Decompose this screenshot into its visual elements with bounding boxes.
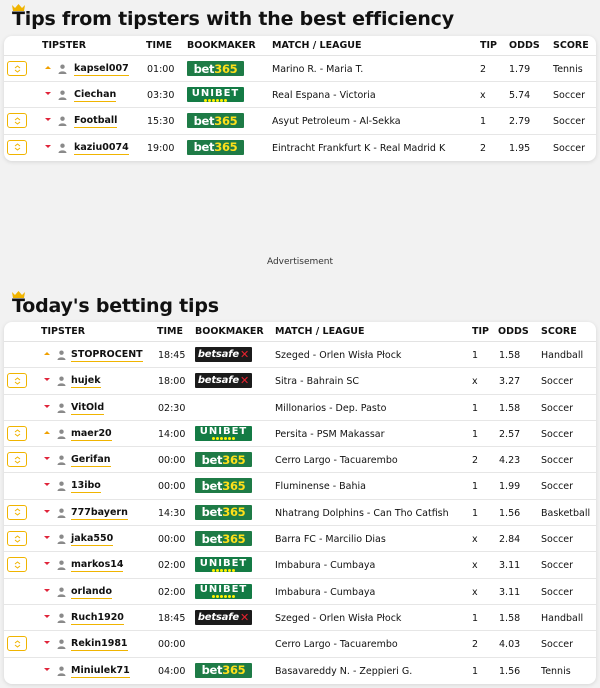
odds-cell: 1.58 [499,402,521,414]
col-match: MATCH / LEAGUE [275,326,365,337]
odds-cell: 2.57 [499,428,521,440]
user-icon [57,350,66,360]
tip-cell: 2 [472,455,479,467]
odds-cell: 1.56 [499,665,521,677]
tip-cell: 1 [472,402,479,414]
trend-down-icon [45,145,51,148]
score-cell: Soccer [541,481,574,493]
col-tip: TIP [480,40,497,51]
favorite-star-button[interactable] [7,61,27,76]
tip-cell: 1 [472,481,479,493]
tip-cell: 1 [472,428,479,440]
time-cell: 02:00 [158,560,186,572]
match-cell: Persita - PSM Makassar [275,428,385,440]
time-cell: 00:00 [158,639,186,651]
match-cell: Marino R. - Maria T. [272,64,364,75]
score-cell: Soccer [541,586,574,598]
score-cell: Soccer [553,142,586,154]
col-match: MATCH / LEAGUE [272,40,362,51]
tipster-link[interactable]: Football [74,115,118,127]
col-tip: TIP [472,326,489,337]
table-row [4,605,596,631]
time-cell: 02:30 [158,402,186,414]
user-icon [58,116,67,126]
user-icon [57,613,66,623]
best-efficiency-table [4,36,596,161]
tip-cell: x [472,560,478,572]
bookmaker-logo-bet365[interactable]: bet365 [195,452,252,467]
table-row [4,108,596,134]
user-icon [57,639,66,649]
user-icon [57,587,66,597]
tipster-link[interactable]: kaziu0074 [74,141,129,153]
tip-cell: x [472,586,478,598]
bookmaker-logo-unibet[interactable]: UNIBET [187,87,244,102]
table-row [4,135,596,161]
tip-cell: 1 [472,612,479,624]
time-cell: 14:30 [158,507,186,519]
tipster-link[interactable]: Gerifan [71,454,111,466]
match-cell: Cerro Largo - Tacuarembo [275,639,398,651]
tipster-link[interactable]: 777bayern [71,506,128,518]
tipster-link[interactable]: Rekin1981 [71,638,128,650]
table-row [4,526,596,552]
tipster-link[interactable]: maer20 [71,427,112,439]
favorite-star-button[interactable] [7,505,27,520]
trend-down-icon [44,615,50,618]
favorite-star-button[interactable] [7,140,27,155]
chevron-icon [14,640,21,648]
score-cell: Tennis [553,64,583,75]
bookmaker-logo-bet365[interactable]: bet365 [187,140,244,155]
trend-down-icon [44,378,50,381]
bookmaker-logo-bet365[interactable]: bet365 [195,663,252,678]
trend-down-icon [44,562,50,565]
time-cell: 00:00 [158,481,186,493]
tip-cell: 1 [480,116,487,128]
trend-up-icon [44,352,50,355]
user-icon [58,90,67,100]
table-row [4,552,596,578]
user-icon [57,534,66,544]
favorite-star-button[interactable] [7,636,27,651]
user-icon [57,560,66,570]
user-icon [57,403,66,413]
time-cell: 14:00 [158,428,186,440]
bookmaker-logo-bet365[interactable]: bet365 [187,113,244,128]
chevron-icon [14,143,21,151]
bookmaker-logo-888sport[interactable]: 888 sport [199,638,248,650]
col-score: SCORE [553,40,589,51]
favorite-star-button[interactable] [7,373,27,388]
tipster-link[interactable]: markos14 [71,559,124,571]
section-title-best-efficiency: Tips from tipsters with the best efficiency [12,8,454,30]
table-row [4,395,596,421]
tipster-link[interactable]: orlando [71,585,112,597]
score-cell: Soccer [541,376,574,388]
trend-down-icon [44,405,50,408]
favorite-star-button[interactable] [7,452,27,467]
col-odds: ODDS [509,40,540,51]
table-row [4,82,596,108]
score-cell: Soccer [541,534,574,546]
trend-down-icon [44,536,50,539]
col-bookmaker: BOOKMAKER [187,40,256,51]
odds-cell: 3.27 [499,376,521,388]
match-cell: Basavareddy N. - Zeppieri G. [275,665,413,677]
bookmaker-logo-bet365[interactable]: bet365 [195,505,252,520]
score-cell: Soccer [541,428,574,440]
trend-down-icon [44,457,50,460]
match-cell: Eintracht Frankfurt K - Real Madrid K [272,142,446,154]
favorite-star-button[interactable] [7,426,27,441]
section-title-todays-tips: Today's betting tips [12,295,219,317]
col-tipster: TIPSTER [41,326,86,337]
time-cell: 18:45 [158,612,186,624]
match-cell: Imbabura - Cumbaya [275,586,376,598]
tipster-link[interactable]: Ciechan [74,89,117,101]
table-header [4,322,596,342]
time-cell: 00:00 [158,534,186,546]
table-body [4,342,596,684]
bookmaker-logo-bet365[interactable]: bet365 [187,61,244,76]
chevron-icon [14,456,21,464]
chevron-icon [14,561,21,569]
tipster-link[interactable]: hujek [71,375,101,387]
score-cell: Soccer [541,402,574,414]
match-cell: Millonarios - Dep. Pasto [275,402,387,414]
user-icon [58,143,67,153]
chevron-icon [14,65,21,73]
tip-cell: x [480,90,486,102]
bookmaker-logo-betsafe[interactable]: betsafe ✕ [195,347,252,362]
match-cell: Nhatrang Dolphins - Can Tho Catfish [275,507,449,519]
tipster-link[interactable]: 13ibo [71,480,101,492]
tip-cell: x [472,534,478,546]
bookmaker-logo-unibet[interactable]: UNIBET [195,584,252,599]
match-cell: Imbabura - Cumbaya [275,560,376,572]
bookmaker-logo-bet365[interactable]: bet365 [195,531,252,546]
odds-cell: 2.84 [499,534,521,546]
col-time: TIME [157,326,183,337]
bookmaker-logo-unibet[interactable]: UNIBET [195,426,252,441]
match-cell: Szeged - Orlen Wisła Płock [275,350,402,361]
table-row [4,658,596,684]
odds-cell: 1.99 [499,481,521,493]
favorite-star-button[interactable] [7,557,27,572]
table-body [4,56,596,161]
tip-cell: 1 [472,665,479,677]
trend-up-icon [44,431,50,434]
odds-cell: 3.11 [499,560,521,572]
match-cell: Fluminense - Bahia [275,481,366,493]
tipster-link[interactable]: Miniulek71 [71,664,130,676]
user-icon [57,508,66,518]
time-cell: 15:30 [147,116,175,128]
odds-cell: 5.74 [509,90,531,102]
score-cell: Soccer [541,560,574,572]
tipster-link[interactable]: kapsel007 [74,63,129,74]
tip-cell: 1 [472,507,479,519]
chevron-icon [14,429,21,437]
time-cell: 03:30 [147,90,175,102]
time-cell: 18:45 [158,350,186,361]
score-cell: Soccer [553,116,586,128]
advertisement-label: Advertisement [266,257,334,267]
table-row [4,368,596,394]
score-cell: Basketball [541,507,591,519]
trend-down-icon [44,641,50,644]
score-cell: Handball [541,350,584,361]
time-cell: 18:00 [158,376,186,388]
odds-cell: 1.95 [509,142,531,154]
time-cell: 02:00 [158,586,186,598]
trend-down-icon [45,92,51,95]
table-row [4,421,596,447]
table-row [4,579,596,605]
match-cell: Asyut Petroleum - Al-Sekka [272,116,401,128]
tip-cell: 2 [480,64,487,75]
tip-cell: 2 [472,639,479,651]
trend-down-icon [44,510,50,513]
col-score: SCORE [541,326,577,337]
tipster-link[interactable]: Ruch1920 [71,611,124,623]
trend-down-icon [44,668,50,671]
odds-cell: 1.58 [499,612,521,624]
match-cell: Real Espana - Victoria [272,90,376,102]
bookmaker-logo-888sport[interactable]: 888 sport [199,401,248,413]
score-cell: Soccer [541,639,574,651]
trend-down-icon [44,483,50,486]
table-row [4,631,596,657]
score-cell: Handball [541,612,584,624]
todays-tips-table [4,322,596,684]
bookmaker-logo-bet365[interactable]: bet365 [195,478,252,493]
trend-down-icon [44,589,50,592]
bookmaker-logo-unibet[interactable]: UNIBET [195,557,252,572]
table-row [4,473,596,499]
user-icon [57,376,66,386]
tip-cell: 2 [480,142,487,154]
match-cell: Cerro Largo - Tacuarembo [275,455,398,467]
favorite-star-button[interactable] [7,531,27,546]
match-cell: Szeged - Orlen Wisła Płock [275,612,402,624]
col-odds: ODDS [498,326,529,337]
time-cell: 01:00 [147,64,175,75]
bookmaker-logo-betsafe[interactable]: betsafe ✕ [195,373,252,388]
favorite-star-button[interactable] [7,113,27,128]
odds-cell: 2.79 [509,116,531,128]
col-tipster: TIPSTER [42,40,87,51]
odds-cell: 1.56 [499,507,521,519]
user-icon [57,455,66,465]
table-row [4,342,596,368]
table-header [4,36,596,56]
chevron-icon [14,117,21,125]
trend-down-icon [45,118,51,121]
table-row [4,447,596,473]
odds-cell: 1.58 [499,350,521,361]
odds-cell: 3.11 [499,586,521,598]
score-cell: Tennis [541,665,571,677]
chevron-icon [14,535,21,543]
odds-cell: 4.03 [499,639,521,651]
chevron-icon [14,377,21,385]
table-row [4,56,596,82]
user-icon [57,429,66,439]
time-cell: 00:00 [158,455,186,467]
tipster-link[interactable]: VitOld [71,401,105,413]
user-icon [57,666,66,676]
tip-cell: x [472,376,478,388]
time-cell: 04:00 [158,665,186,677]
trend-up-icon [45,66,51,69]
score-cell: Soccer [541,455,574,467]
bookmaker-logo-betsafe[interactable]: betsafe ✕ [195,610,252,625]
col-bookmaker: BOOKMAKER [195,326,264,337]
tipster-link[interactable]: STOPROCENT [71,349,143,360]
tipster-link[interactable]: jaka550 [71,533,114,545]
score-cell: Soccer [553,90,586,102]
user-icon [58,64,67,74]
tip-cell: 1 [472,350,479,361]
match-cell: Barra FC - Marcilio Dias [275,534,386,546]
time-cell: 19:00 [147,142,175,154]
table-row [4,500,596,526]
match-cell: Sitra - Bahrain SC [275,376,360,388]
col-time: TIME [146,40,172,51]
odds-cell: 4.23 [499,455,521,467]
chevron-icon [14,508,21,516]
odds-cell: 1.79 [509,64,531,75]
user-icon [57,481,66,491]
